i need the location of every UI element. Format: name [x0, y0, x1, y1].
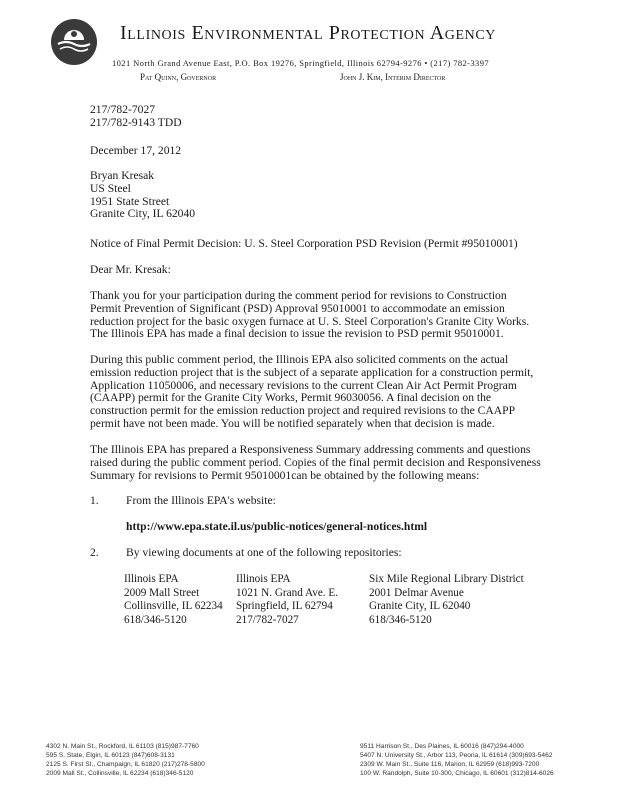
- recipient-line: Bryan Kresak: [90, 169, 155, 182]
- repository-six-mile-library: [369, 573, 524, 627]
- repository-line: Springfield, IL 62794: [236, 600, 333, 613]
- paragraph-line: The Illinois EPA has prepared a Responsiveness Summary addressing comments and questions: [90, 443, 531, 456]
- paragraph-1: [90, 290, 530, 341]
- footer-line: 2309 W. Main St., Suite 116, Marion, IL 62959 (618)993-7200: [360, 761, 540, 768]
- paragraph-line: Thank you for your participation during the comment period for revisions to Construction: [90, 289, 507, 302]
- paragraph-line: The Illinois EPA has made a final decision to issue the revision to PSD permit 95010001.: [90, 327, 504, 341]
- repository-line: 2009 Mall Street: [124, 586, 200, 599]
- repository-line: 217/782-7027: [236, 613, 299, 626]
- repository-line: 2001 Delmar Avenue: [369, 586, 464, 599]
- agency-address: 1021 North Grand Avenue East, P.O. Box 19276, Springfield, Illinois 62794-9276 • (217) 782-3397: [112, 58, 490, 68]
- agency-seal-logo: [50, 18, 98, 66]
- paragraph-line: permit have not been made. You will be notified separately when that decision is made.: [90, 416, 495, 430]
- letter-date: December 17, 2012: [90, 144, 182, 157]
- paragraph-line: construction permit for the emission reduction project and required revisions to the CAAPP: [90, 404, 516, 418]
- agency-name: Illinois Environmental Protection Agency: [120, 22, 496, 44]
- footer-line: 2125 S. First St., Champaign, IL 61820 (217)278-5800: [46, 761, 205, 768]
- repository-line: 1021 N. Grand Ave. E.: [236, 586, 339, 599]
- paragraph-line: Summary for revisions to Permit 95010001can be obtained by the following means:: [90, 468, 480, 482]
- paragraph-line: During this public comment period, the Illinois EPA also solicited comments on the actual: [90, 353, 509, 366]
- director-name: John J. Kim, Interim Director: [340, 72, 446, 82]
- tdd-line: 217/782-9143 TDD: [90, 115, 182, 129]
- salutation: Dear Mr. Kresak:: [90, 263, 171, 276]
- repository-line: 618/346-5120: [369, 613, 432, 626]
- recipient-line: Granite City, IL 62040: [90, 207, 196, 221]
- repository-line: 618/346-5120: [124, 613, 187, 626]
- list-item-number: 2.: [90, 546, 99, 559]
- footer-line: 595 S. State, Elgin, IL 60123 (847)608-3131: [46, 752, 175, 759]
- phone-line: 217/782-7027: [90, 103, 156, 116]
- epa-website-link[interactable]: http://www.epa.state.il.us/public-notices/general-notices.html: [126, 520, 428, 533]
- footer-line: 100 W. Randolph, Suite 10-300, Chicago, IL 60601 (312)814-6026: [360, 770, 554, 777]
- paragraph-line: reduction project for the basic oxygen furnace at U. S. Steel Corporation's Granite City Works.: [90, 314, 530, 328]
- repository-line: Granite City, IL 62040: [369, 600, 471, 613]
- footer-line: 5407 N. University St., Arbor 113, Peoria, IL 61614 (309)693-5462: [360, 752, 553, 759]
- list-item-number: 1.: [90, 494, 99, 507]
- repository-line: Illinois EPA: [236, 573, 291, 585]
- repository-collinsville: [124, 573, 223, 627]
- paragraph-line: raised during the public comment period. Copies of the final permit decision and Responsiveness: [90, 455, 541, 469]
- paragraph-2: [90, 353, 534, 431]
- repository-line: Illinois EPA: [124, 573, 179, 585]
- footer-line: 4302 N. Main St., Rockford, IL 61103 (815)987-7760: [46, 743, 199, 750]
- list-item-text: From the Illinois EPA's website:: [126, 494, 276, 507]
- list-item-text: By viewing documents at one of the following repositories:: [126, 546, 402, 559]
- footer-offices-left: [46, 742, 205, 778]
- repository-springfield: [236, 573, 338, 627]
- repository-line: Six Mile Regional Library District: [369, 573, 524, 585]
- subject-line: Notice of Final Permit Decision: U. S. Steel Corporation PSD Revision (Permit #95010001): [90, 237, 518, 250]
- governor-name: Pat Quinn, Governor: [140, 72, 217, 82]
- recipient-line: US Steel: [90, 181, 131, 195]
- footer-offices-right: [360, 742, 554, 778]
- recipient-block: [90, 170, 195, 221]
- paragraph-line: Permit Prevention of Significant (PSD) Approval 95010001 to accommodate an emission: [90, 301, 505, 315]
- paragraph-line: Application 11050006, and necessary revisions to the current Clean Air Act Permit Program: [90, 378, 517, 392]
- paragraph-line: (CAAPP) permit for the Granite City Works, Permit 96030056. A final decision on the: [90, 391, 492, 405]
- footer-line: 9511 Harrison St., Des Plaines, IL 60016 (847)294-4000: [360, 743, 524, 750]
- paragraph-3: [90, 443, 541, 482]
- recipient-line: 1951 State Street: [90, 194, 170, 208]
- footer-line: 2009 Mall St., Collinsville, IL 62234 (618)346-5120: [46, 770, 194, 777]
- repository-line: Collinsville, IL 62234: [124, 600, 223, 613]
- paragraph-line: emission reduction project that is the subject of a separate application for a construction permit,: [90, 365, 534, 379]
- phone-block: [90, 104, 182, 130]
